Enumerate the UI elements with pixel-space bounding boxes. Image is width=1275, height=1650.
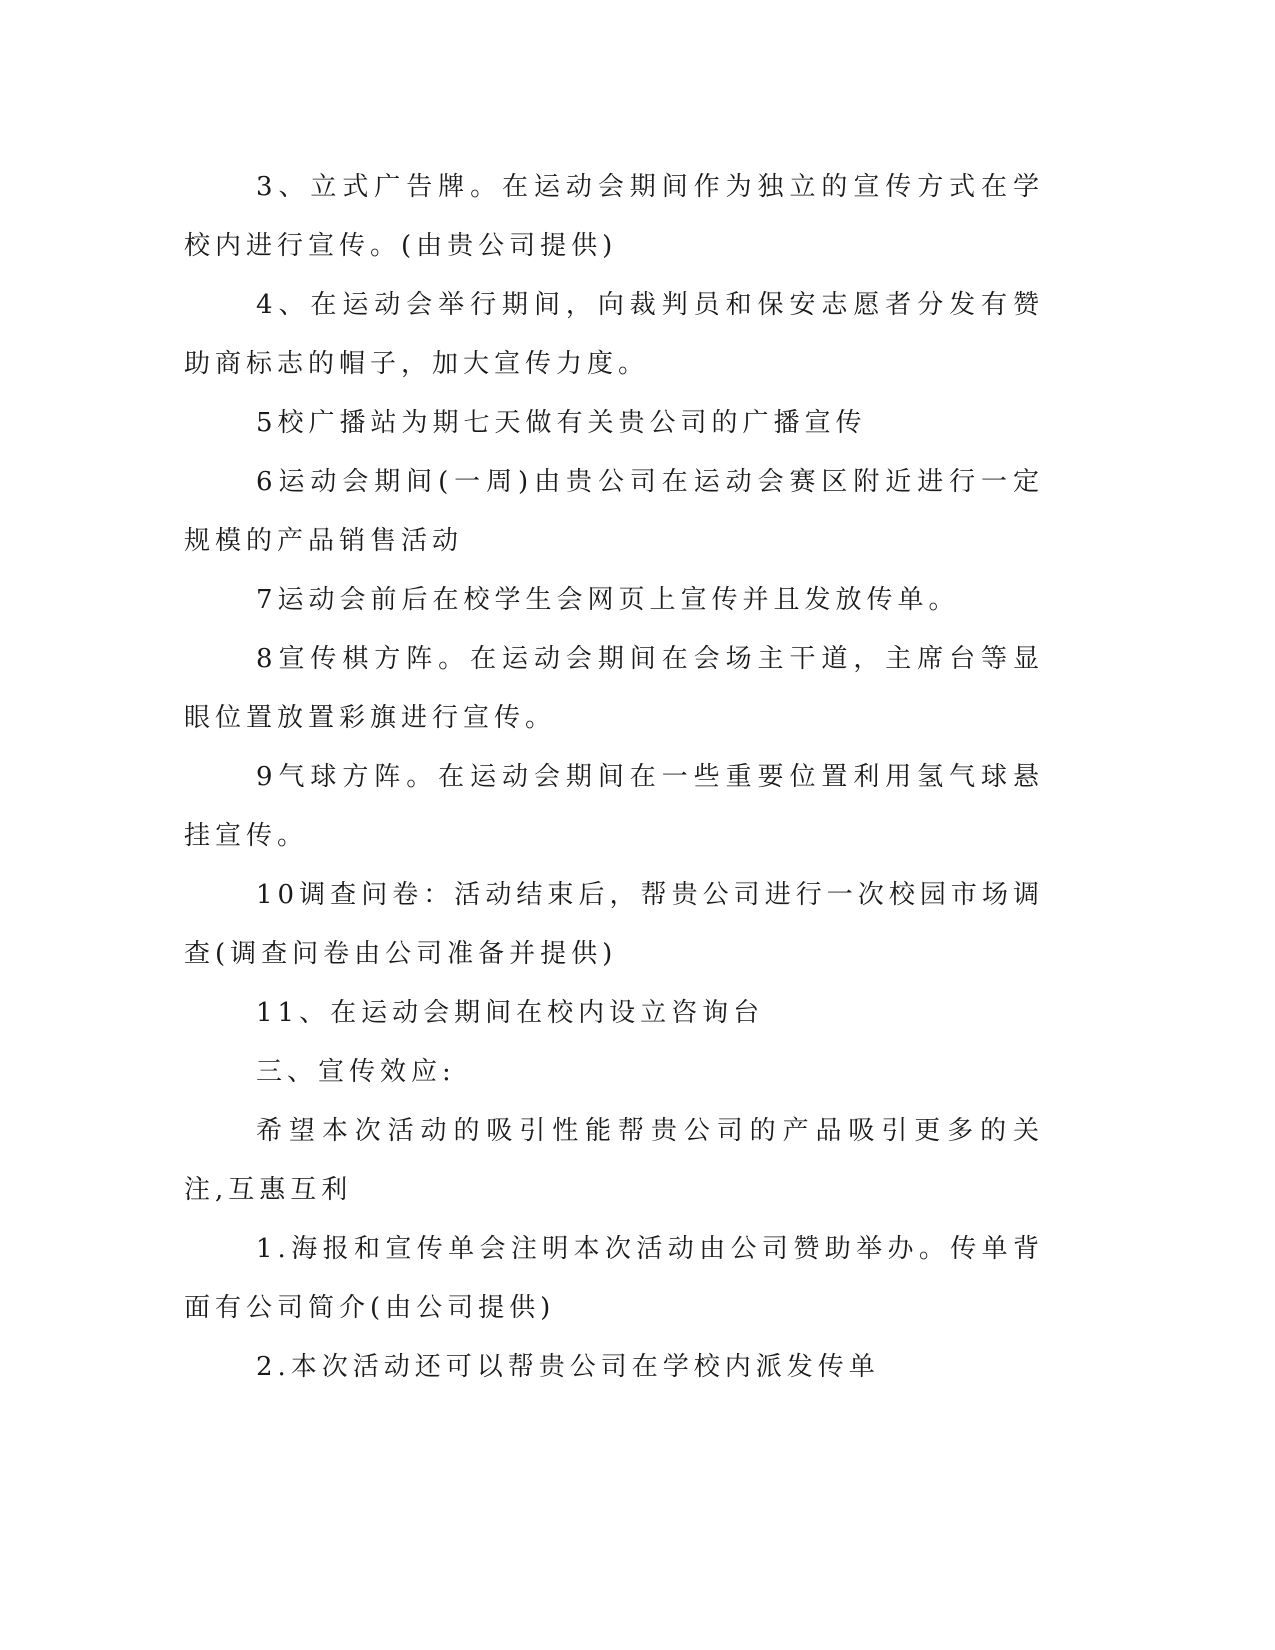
paragraph-summary: 希望本次活动的吸引性能帮贵公司的产品吸引更多的关注,互惠互利 bbox=[184, 1116, 1044, 1205]
paragraph-item-3: 3、立式广告牌。在运动会期间作为独立的宣传方式在学校内进行宣传。(由贵公司提供) bbox=[184, 172, 1044, 261]
paragraph-item-7: 7运动会前后在校学生会网页上宣传并且发放传单。 bbox=[256, 585, 960, 615]
paragraph-item-6: 6运动会期间(一周)由贵公司在运动会赛区附近进行一定规模的产品销售活动 bbox=[184, 467, 1044, 556]
paragraph-item-5: 5校广播站为期七天做有关贵公司的广播宣传 bbox=[256, 408, 867, 438]
paragraph-item-11: 11、在运动会期间在校内设立咨询台 bbox=[256, 998, 765, 1028]
paragraph-item-4: 4、在运动会举行期间，向裁判员和保安志愿者分发有赞助商标志的帽子，加大宣传力度。 bbox=[184, 290, 1044, 379]
document-body bbox=[184, 158, 1044, 1397]
paragraph-effect-1: 1.海报和宣传单会注明本次活动由公司赞助举办。传单背面有公司简介(由公司提供) bbox=[184, 1234, 1044, 1323]
paragraph-item-10: 10调查问卷：活动结束后，帮贵公司进行一次校园市场调查(调查问卷由公司准备并提供) bbox=[184, 880, 1044, 969]
paragraph-effect-2: 2.本次活动还可以帮贵公司在学校内派发传单 bbox=[256, 1352, 880, 1382]
section-heading-publicity-effect: 三、宣传效应: bbox=[256, 1057, 456, 1087]
paragraph-item-8: 8宣传棋方阵。在运动会期间在会场主干道，主席台等显眼位置放置彩旗进行宣传。 bbox=[184, 644, 1044, 733]
paragraph-item-9: 9气球方阵。在运动会期间在一些重要位置利用氢气球悬挂宣传。 bbox=[184, 762, 1044, 851]
